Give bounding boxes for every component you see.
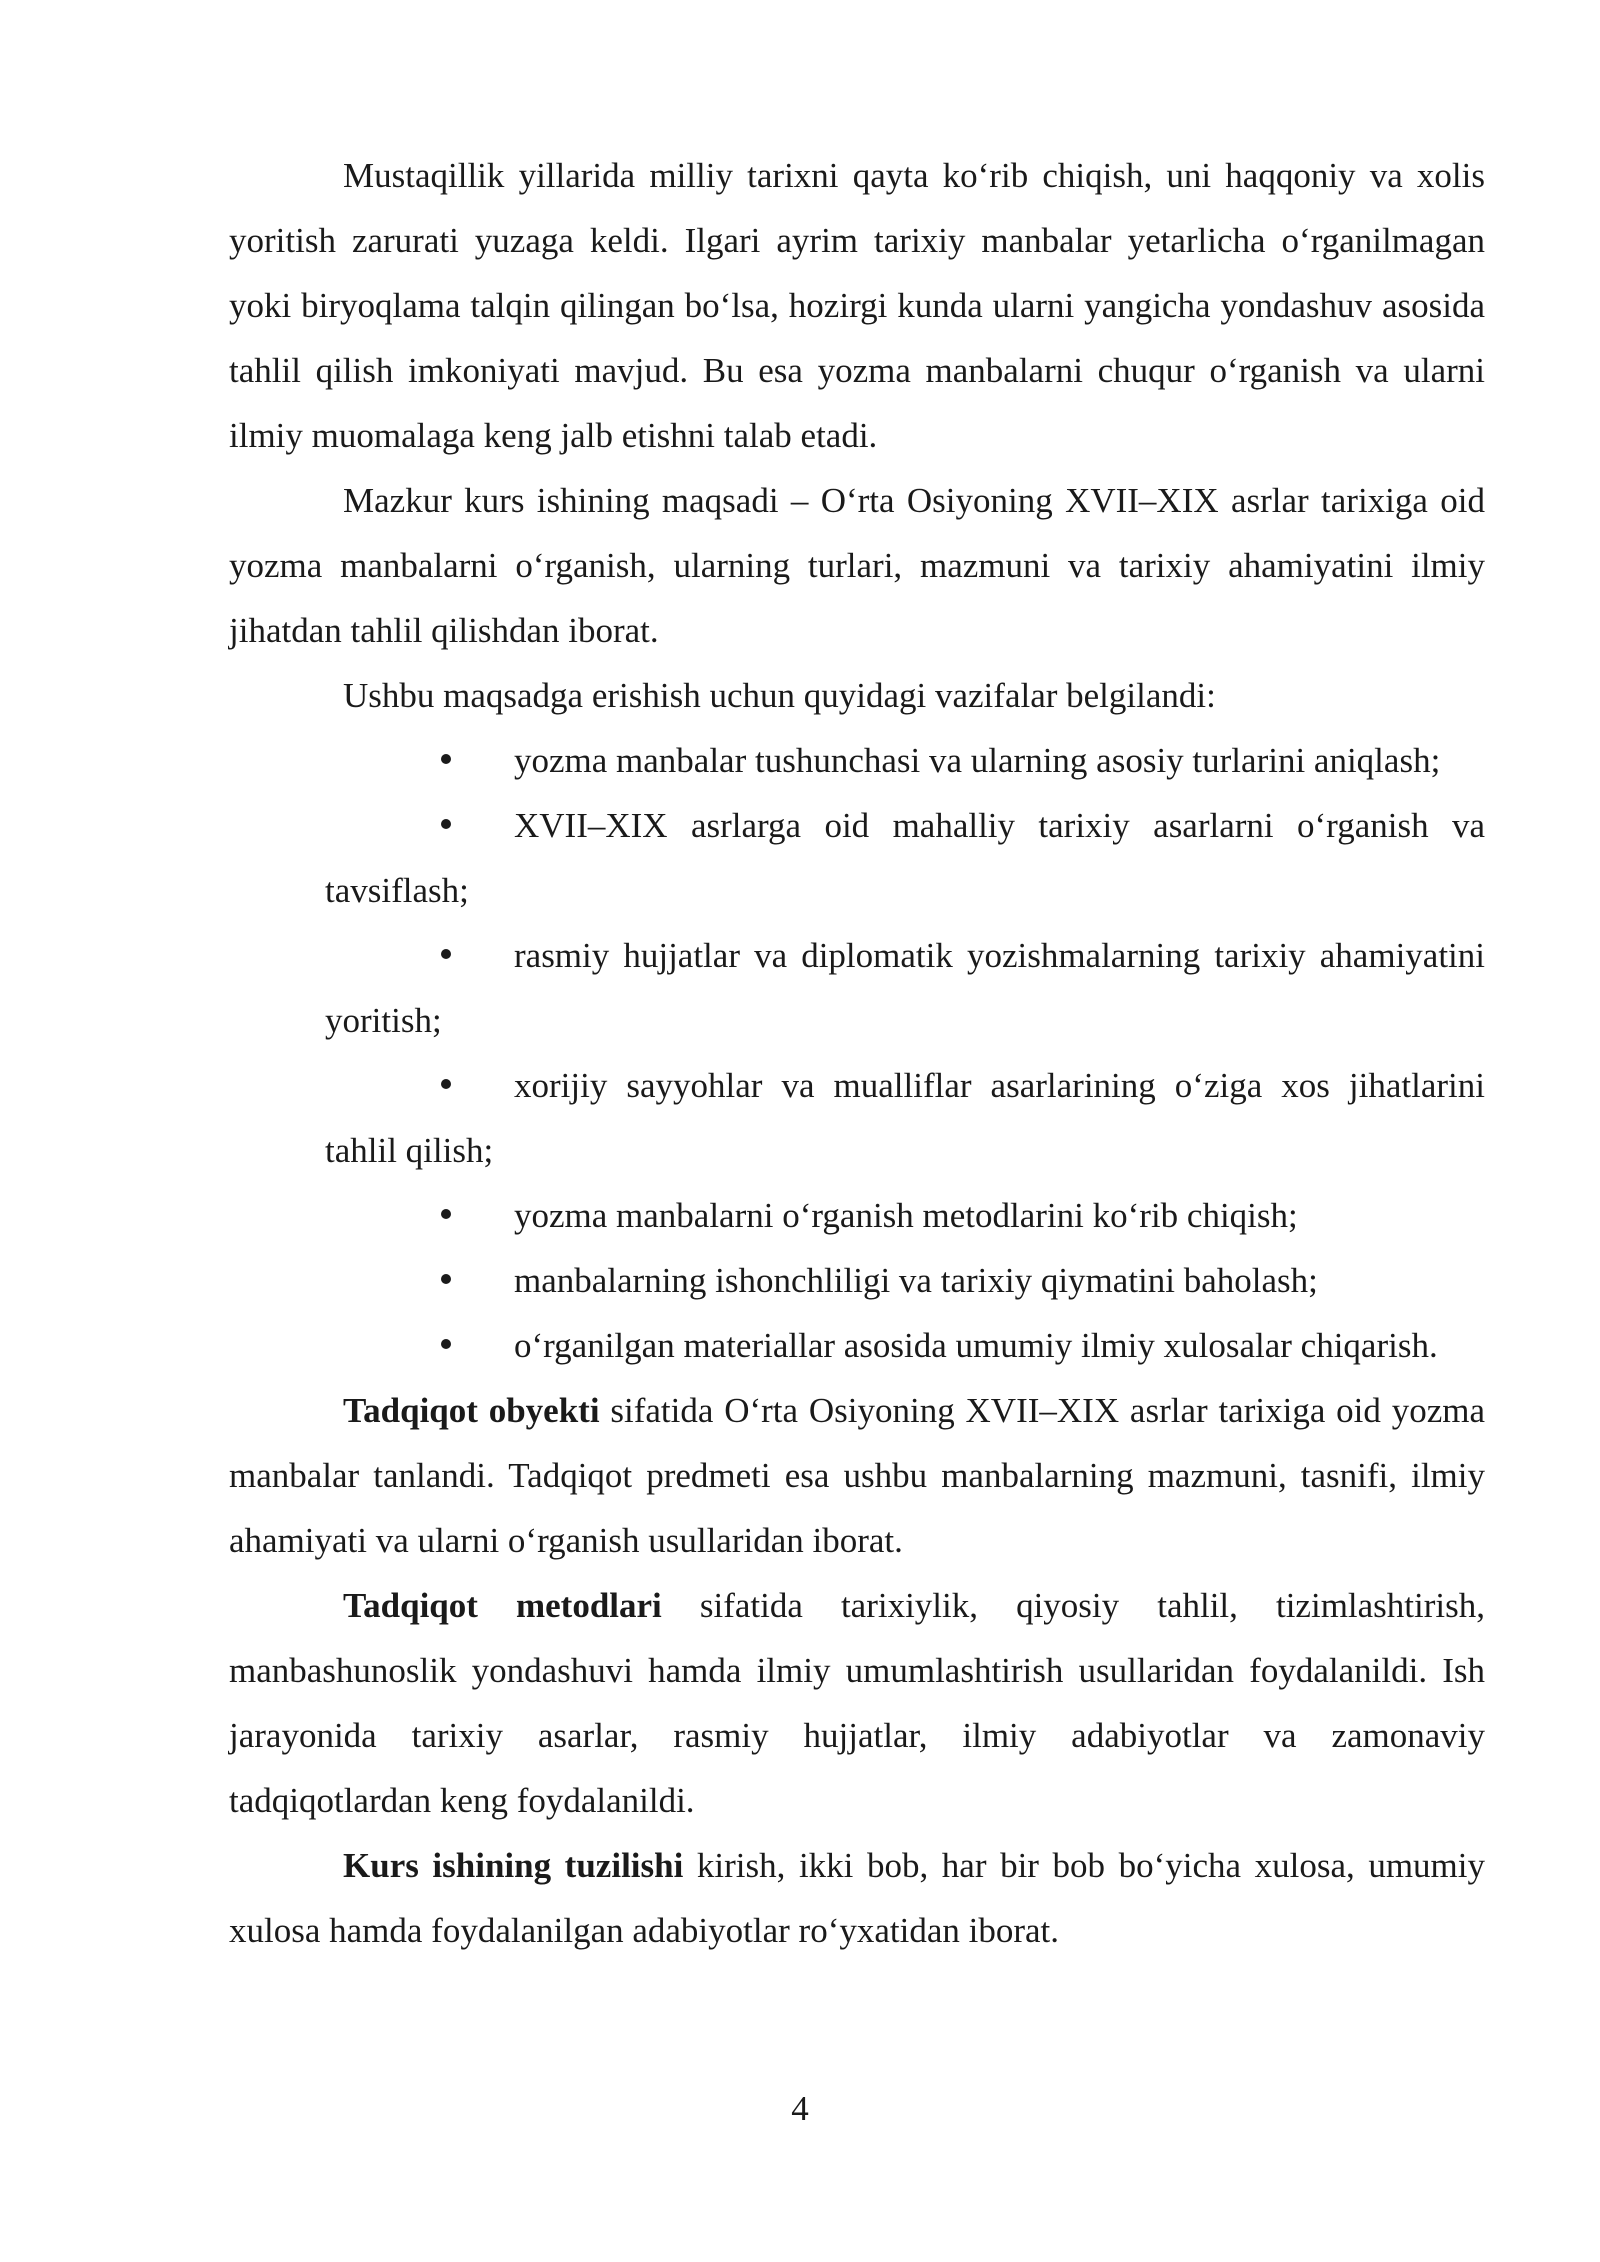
- bullet-icon: [441, 1209, 451, 1219]
- list-item: [325, 1313, 1485, 1378]
- structure-text: kirish, ikki bob, har bir bob bo‘yicha xulosa, umumiy xulosa hamda foydalanilgan adabiyotlar ro‘yxatidan iborat.: [229, 1846, 1485, 1950]
- tasks-list: [229, 728, 1485, 1378]
- list-item: [325, 728, 1485, 793]
- list-item-text: manbalarning ishonchliligi va tarixiy qiymatini baholash;: [514, 1261, 1318, 1300]
- bullet-icon: [441, 1339, 451, 1349]
- object-text: sifatida O‘rta Osiyoning XVII–XIX asrlar tarixiga oid yozma manbalar tanlandi. Tadqiqot predmeti esa ushbu manbalarning mazmuni, tasnifi, ilmiy ahamiyati va ularni o‘rganish usullaridan iborat.: [229, 1391, 1485, 1560]
- list-item-text: XVII–XIX asrlarga oid mahalliy tarixiy asarlarni o‘rganish va tavsiflash;: [325, 806, 1485, 910]
- list-item: [325, 923, 1485, 1053]
- bullet-icon: [441, 754, 451, 764]
- aim-paragraph: Mazkur kurs ishining maqsadi – O‘rta Osiyoning XVII–XIX asrlar tarixiga oid yozma manbalarni o‘rganish, ularning turlari, mazmuni va tarixiy ahamiyatini ilmiy jihatdan tahlil qilishdan iborat.: [229, 481, 1485, 650]
- structure-term: Kurs ishining tuzilishi: [343, 1846, 684, 1885]
- page-number: 4: [791, 2089, 809, 2128]
- list-item: [325, 1183, 1485, 1248]
- methods-text: sifatida tarixiylik, qiyosiy tahlil, tizimlashtirish, manbashunoslik yondashuvi hamda ilmiy umumlashtirish usullaridan foydalanildi. Ish jarayonida tarixiy asarlar, rasmiy hujjatlar, ilmiy adabiyotlar va zamonaviy tadqiqotlardan keng foydalanildi.: [229, 1586, 1485, 1820]
- list-item-text: xorijiy sayyohlar va mualliflar asarlarining o‘ziga xos jihatlarini tahlil qilish;: [325, 1066, 1485, 1170]
- bullet-icon: [441, 819, 451, 829]
- tasks-intro-paragraph: Ushbu maqsadga erishish uchun quyidagi vazifalar belgilandi:: [343, 676, 1216, 715]
- bullet-icon: [441, 1274, 451, 1284]
- list-item-text: yozma manbalar tushunchasi va ularning asosiy turlarini aniqlash;: [514, 741, 1441, 780]
- bullet-icon: [441, 1079, 451, 1089]
- object-paragraph: [229, 1378, 1485, 1573]
- intro-paragraph: Mustaqillik yillarida milliy tarixni qayta ko‘rib chiqish, uni haqqoniy va xolis yoritish zarurati yuzaga keldi. Ilgari ayrim tarixiy manbalar yetarlicha o‘rganilmagan yoki biryoqlama talqin qilingan bo‘lsa, hozirgi kunda ularni yangicha yondashuv asosida tahlil qilish imkoniyati mavjud. Bu esa yozma manbalarni chuqur o‘rganish va ularni ilmiy muomalaga keng jalb etishni talab etadi.: [229, 156, 1485, 455]
- list-item: [325, 793, 1485, 923]
- methods-paragraph: [229, 1573, 1485, 1833]
- bullet-icon: [441, 949, 451, 959]
- list-item: [325, 1053, 1485, 1183]
- document-page: [229, 143, 1485, 1963]
- list-item: [325, 1248, 1485, 1313]
- list-item-text: yozma manbalarni o‘rganish metodlarini ko‘rib chiqish;: [514, 1196, 1298, 1235]
- structure-paragraph: [229, 1833, 1485, 1963]
- methods-term: Tadqiqot metodlari: [343, 1586, 662, 1625]
- list-item-text: rasmiy hujjatlar va diplomatik yozishmalarning tarixiy ahamiyatini yoritish;: [325, 936, 1485, 1040]
- list-item-text: o‘rganilgan materiallar asosida umumiy ilmiy xulosalar chiqarish.: [514, 1326, 1438, 1365]
- object-term: Tadqiqot obyekti: [343, 1391, 600, 1430]
